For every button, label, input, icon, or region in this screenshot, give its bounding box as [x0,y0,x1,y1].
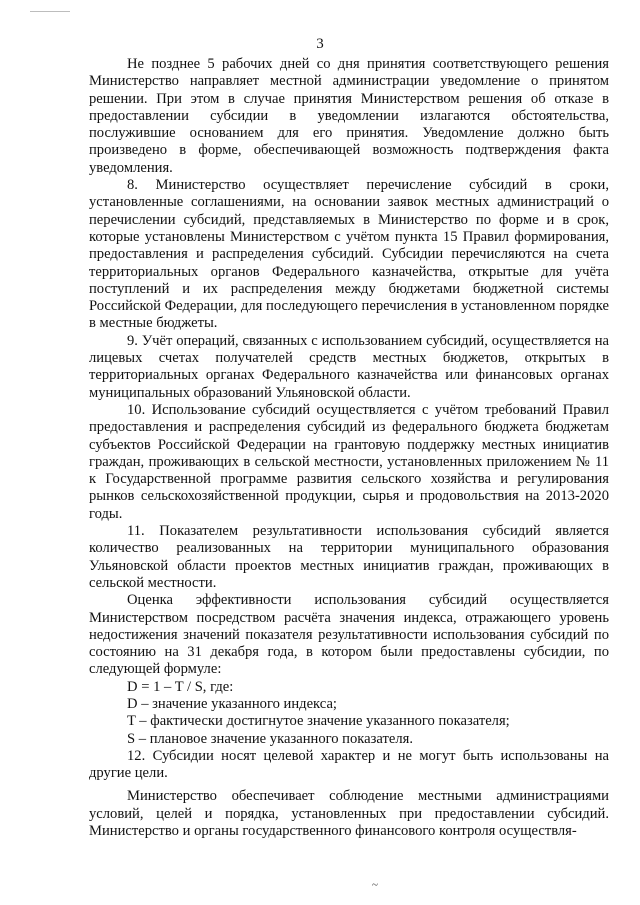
formula-d-definition: D – значение указанного индекса; [127,695,337,712]
formula-s-definition: S – плановое значение указанного показателя. [127,730,413,747]
paragraph-9-accounting: 9. Учёт операций, связанных с использованием субсидий, осуществляется на лицевых счетах получателей средств местных бюджетов, открытых в территориальных органах Федерального казначейства или финансовых органах муниципальных образований Ульяновской области. [89,332,609,401]
paragraph-10-usage: 10. Использование субсидий осуществляется с учётом требований Правил предоставления и распределения субсидий из федерального бюджета бюджетам субъектов Российской Федерации на грантовую поддержку местных инициатив граждан, проживающих в сельской местности, установленных приложением № 11 к Государственной программе развития сельского хозяйства и регулирования рынков сельскохозяйственной продукции, сырья и продовольствия на 2013-2020 годы. [89,401,609,522]
document-body [89,56,609,840]
paragraph-ministry-control: Министерство обеспечивает соблюдение местными администрациями условий, целей и порядка, установленных при предоставлении субсидий. Министерство и органы государственного финансового контроля осуществля- [89,788,609,840]
paragraph-12-purpose: 12. Субсидии носят целевой характер и не могут быть использованы на другие цели. [89,747,609,782]
formula-main: D = 1 – T / S, где: [127,678,234,695]
page-number: 3 [316,36,324,52]
formula-t-definition: T – фактически достигнутое значение указанного показателя; [127,713,510,730]
scan-corner-mark [30,11,70,12]
paragraph-8-transfer: 8. Министерство осуществляет перечисление субсидий в сроки, установленные соглашениями, на основании заявок местных администраций о перечислении субсидий, представляемых в Министерство по форме и в срок, которые установлены Министерством с учётом пункта 15 Правил формирования, предоставления и распределения субсидий. Субсидии перечисляются на счета территориальных органов Федерального казначейства, открытые для учёта поступлений и их распределения между бюджетами бюджетной системы Российской Федерации, для последующего перечисления в установленном порядке в местные бюджеты. [89,177,609,332]
paragraph-evaluation: Оценка эффективности использования субсидий осуществляется Министерством посредством расчёта значения индекса, отражающего уровень недостижения значений показателя результативности использования субсидий по состоянию на 31 декабря года, в котором были предоставлены субсидии, по следующей формуле: [89,592,609,678]
paragraph-11-indicator: 11. Показателем результативности использования субсидий является количество реализованных на территории муниципального образования Ульяновской области проектов местных инициатив граждан, проживающих в сельской местности. [89,523,609,591]
paragraph-notification: Не позднее 5 рабочих дней со дня принятия соответствующего решения Министерство направляет местной администрации уведомление о принятом решении. При этом в случае принятия Министерством решения об отказе в предоставлении субсидии в уведомлении излагаются обстоятельства, послужившие основанием для его принятия. Уведомление должно быть произведено в форме, обеспечивающей возможность подтверждения факта уведомления. [89,56,609,176]
footer-scan-mark: ~ [372,879,378,891]
